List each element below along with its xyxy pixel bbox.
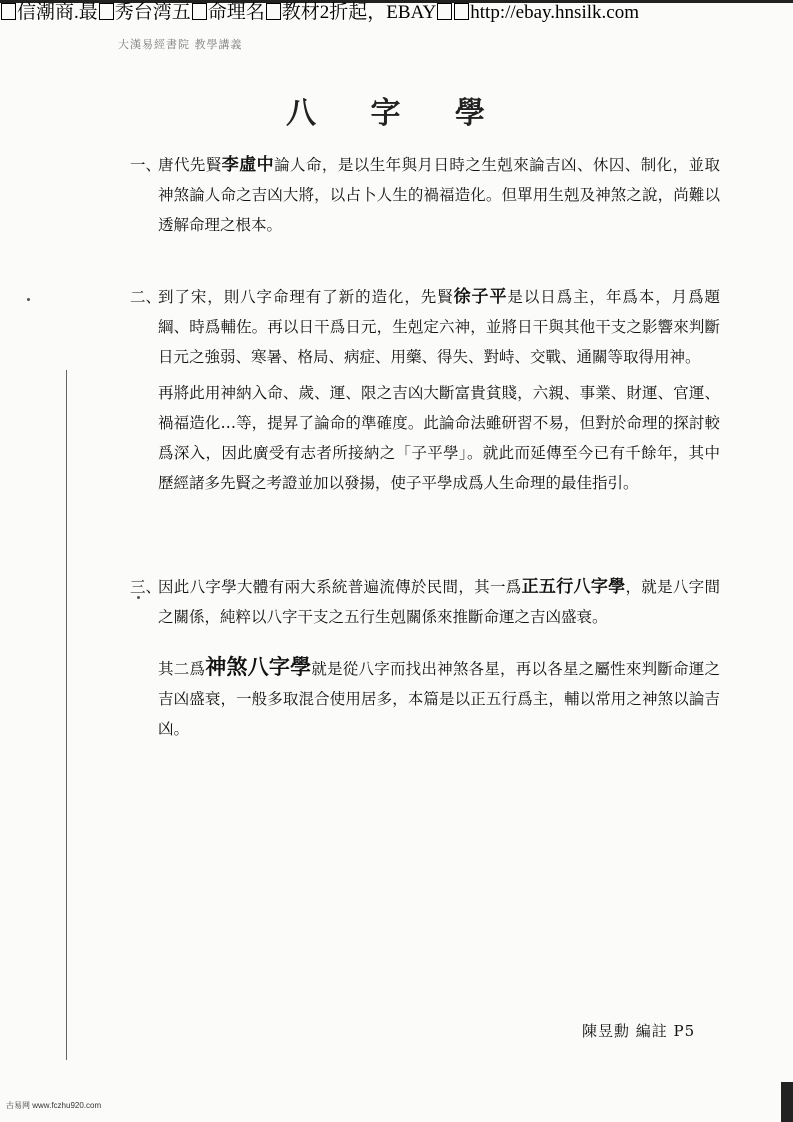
banner-text-4: 教材2折起，EBAY bbox=[281, 2, 437, 23]
banner-text-1: 信潮商.最 bbox=[17, 2, 98, 23]
text-run: 到了宋，則八字命理有了新的造化，先賢 bbox=[158, 288, 454, 306]
banner-text-2: 秀台湾五 bbox=[114, 2, 191, 23]
emphasis-name: 徐子平 bbox=[453, 287, 508, 307]
site-watermark: 古易网 www.fczhu920.com bbox=[6, 1101, 102, 1110]
banner-url[interactable]: http://ebay.hnsilk.com bbox=[470, 2, 639, 23]
section-number: 一、 bbox=[130, 156, 162, 174]
scan-speck bbox=[27, 298, 30, 301]
scan-speck bbox=[137, 596, 140, 599]
section-3 bbox=[130, 572, 720, 744]
author-signature: 陳昱勳 編註 P5 bbox=[582, 1022, 696, 1040]
text-run: ，就是八字間之關係，純粹以八字干支之五行生剋關係來推斷命運之吉凶盛衰。 bbox=[158, 578, 720, 626]
section-2 bbox=[130, 282, 720, 498]
section-number: 三、 bbox=[130, 578, 162, 596]
text-run: 因此八字學大體有兩大系統普遍流傳於民間，其一爲 bbox=[158, 578, 522, 596]
page-title: 八 字 學 bbox=[286, 96, 507, 131]
section-paragraph bbox=[130, 572, 720, 632]
header-note: 大漢易經書院 教學講義 bbox=[118, 38, 243, 51]
section-number: 二、 bbox=[130, 288, 162, 306]
text-run: 唐代先賢 bbox=[158, 156, 222, 174]
text-run: 是以日爲主，年爲本，月爲題綱、時爲輔佐。再以日干爲日元，生剋定六神，並將日干與其他干支之影響來判斷日元之強弱、寒暑、格局、病症、用藥、得失、對峙、交戰、通關等取得用神。 bbox=[158, 288, 720, 366]
banner-text-3: 命理名 bbox=[207, 2, 265, 23]
section-paragraph bbox=[130, 282, 720, 372]
text-run: 論人命，是以生年與月日時之生剋來論吉凶、休囚、制化，並取神煞論人命之吉凶大將，以占卜人生的禍福造化。但單用生剋及神煞之說，尚難以透解命理之根本。 bbox=[158, 156, 720, 234]
emphasis-term: 神煞八字學 bbox=[205, 654, 312, 679]
scan-corner-mark bbox=[781, 1082, 793, 1122]
text-run: 其二爲 bbox=[158, 660, 206, 678]
section-1 bbox=[130, 150, 720, 240]
section-paragraph bbox=[130, 150, 720, 240]
watermark-banner bbox=[0, 2, 793, 24]
emphasis-term: 正五行八字學 bbox=[521, 577, 626, 597]
emphasis-name: 李虛中 bbox=[221, 155, 275, 175]
text-run: 就是從八字而找出神煞各星，再以各星之屬性來判斷命運之吉凶盛衰，一般多取混合使用居多，本篇是以正五行爲主，輔以常用之神煞以論吉凶。 bbox=[158, 660, 720, 738]
scan-margin-line bbox=[66, 370, 67, 1060]
section-paragraph-2: 再將此用神納入命、歲、運、限之吉凶大斷富貴貧賤，六親、事業、財運、官運、禍福造化…等，提昇了論命的準確度。此論命法雖研習不易，但對於命理的探討較爲深入，因此廣受有志者所接納之「子平學」。就此而延傳至今已有千餘年，其中歷經諸多先賢之考證並加以發揚，使子平學成爲人生命理的最佳指引。 bbox=[158, 384, 720, 492]
section-paragraph-2 bbox=[130, 652, 720, 744]
